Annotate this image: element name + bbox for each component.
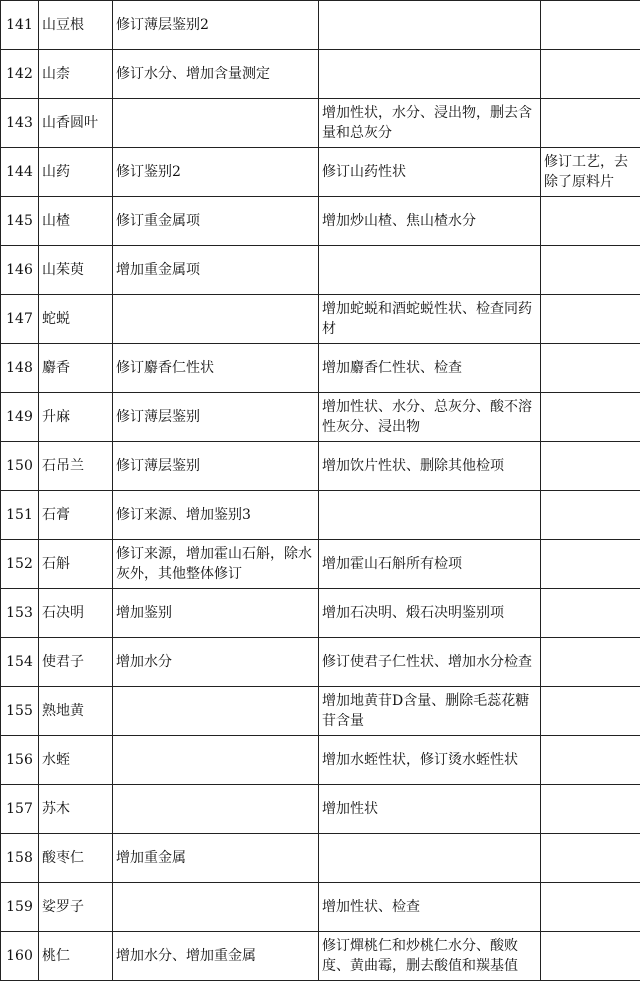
row-number-cell: 149 (1, 393, 39, 442)
revision-cell-a: 修订来源，增加霍山石斛，除水灰外，其他整体修订 (113, 540, 319, 589)
revision-cell-b (319, 1, 541, 50)
revision-cell-c (541, 197, 640, 246)
revision-cell-a (113, 883, 319, 932)
revision-cell-b: 增加蛇蜕和酒蛇蜕性状、检查同药材 (319, 295, 541, 344)
table-row (1, 442, 640, 491)
revision-cell-a: 修订麝香仁性状 (113, 344, 319, 393)
revision-cell-a: 增加鉴别 (113, 589, 319, 638)
herb-name-cell: 酸枣仁 (39, 834, 113, 883)
revision-cell-b: 增加性状、检查 (319, 883, 541, 932)
herb-name-cell: 山茱萸 (39, 246, 113, 295)
revision-cell-a: 修订薄层鉴别 (113, 442, 319, 491)
table-row (1, 148, 640, 197)
herb-name-cell: 升麻 (39, 393, 113, 442)
revision-cell-b: 增加地黄苷D含量、删除毛蕊花糖苷含量 (319, 687, 541, 736)
table-row (1, 883, 640, 932)
table-body (1, 1, 640, 981)
row-number-cell: 158 (1, 834, 39, 883)
revision-cell-c (541, 246, 640, 295)
herb-name-cell: 石决明 (39, 589, 113, 638)
herb-name-cell: 山香圆叶 (39, 99, 113, 148)
table-row (1, 197, 640, 246)
table-row (1, 834, 640, 883)
revision-cell-b: 修订燀桃仁和炒桃仁水分、酸败度、黄曲霉，删去酸值和羰基值 (319, 932, 541, 981)
herb-name-cell: 石斛 (39, 540, 113, 589)
herb-name-cell: 熟地黄 (39, 687, 113, 736)
revision-cell-c (541, 491, 640, 540)
herb-name-cell: 桃仁 (39, 932, 113, 981)
revision-cell-c (541, 50, 640, 99)
revision-cell-b (319, 834, 541, 883)
revision-cell-b: 增加饮片性状、删除其他检项 (319, 442, 541, 491)
herb-name-cell: 山药 (39, 148, 113, 197)
row-number-cell: 157 (1, 785, 39, 834)
revision-cell-c (541, 540, 640, 589)
herb-name-cell: 蛇蜕 (39, 295, 113, 344)
revision-cell-a: 增加水分 (113, 638, 319, 687)
row-number-cell: 151 (1, 491, 39, 540)
row-number-cell: 143 (1, 99, 39, 148)
revision-cell-c (541, 883, 640, 932)
table-row (1, 393, 640, 442)
revision-cell-b (319, 246, 541, 295)
revision-cell-c (541, 932, 640, 981)
herb-name-cell: 山豆根 (39, 1, 113, 50)
herb-name-cell: 麝香 (39, 344, 113, 393)
table-row (1, 736, 640, 785)
revision-cell-b: 增加麝香仁性状、检查 (319, 344, 541, 393)
herb-name-cell: 山楂 (39, 197, 113, 246)
herb-name-cell: 山柰 (39, 50, 113, 99)
table-row (1, 687, 640, 736)
table-row (1, 99, 640, 148)
row-number-cell: 155 (1, 687, 39, 736)
revision-cell-c (541, 589, 640, 638)
herb-name-cell: 石吊兰 (39, 442, 113, 491)
revision-cell-c (541, 785, 640, 834)
herb-name-cell: 水蛭 (39, 736, 113, 785)
table-row (1, 638, 640, 687)
revision-cell-b (319, 491, 541, 540)
row-number-cell: 147 (1, 295, 39, 344)
row-number-cell: 141 (1, 1, 39, 50)
revision-cell-c (541, 834, 640, 883)
table-row (1, 932, 640, 981)
revision-cell-c (541, 687, 640, 736)
row-number-cell: 152 (1, 540, 39, 589)
revision-cell-c (541, 1, 640, 50)
row-number-cell: 148 (1, 344, 39, 393)
table-row (1, 589, 640, 638)
revision-cell-c (541, 344, 640, 393)
revision-cell-c (541, 442, 640, 491)
revision-cell-a (113, 736, 319, 785)
row-number-cell: 154 (1, 638, 39, 687)
table-row (1, 491, 640, 540)
row-number-cell: 160 (1, 932, 39, 981)
revision-cell-a: 增加重金属 (113, 834, 319, 883)
revision-cell-b: 增加性状 (319, 785, 541, 834)
revision-cell-b: 增加水蛭性状，修订烫水蛭性状 (319, 736, 541, 785)
revision-cell-c (541, 393, 640, 442)
revision-cell-a: 修订重金属项 (113, 197, 319, 246)
revision-cell-c: 修订工艺，去除了原料片 (541, 148, 640, 197)
revision-cell-b: 增加性状，水分、浸出物，删去含量和总灰分 (319, 99, 541, 148)
revision-cell-b: 修订使君子仁性状、增加水分检查 (319, 638, 541, 687)
table-row (1, 246, 640, 295)
revision-cell-a (113, 99, 319, 148)
revision-cell-a: 修订水分、增加含量测定 (113, 50, 319, 99)
table-row (1, 1, 640, 50)
revision-cell-b: 增加霍山石斛所有检项 (319, 540, 541, 589)
herb-name-cell: 石膏 (39, 491, 113, 540)
herb-name-cell: 娑罗子 (39, 883, 113, 932)
revision-cell-a: 增加重金属项 (113, 246, 319, 295)
revision-cell-c (541, 638, 640, 687)
revision-cell-a: 修订鉴别2 (113, 148, 319, 197)
revision-cell-a: 增加水分、增加重金属 (113, 932, 319, 981)
revision-cell-b: 增加石决明、煅石决明鉴别项 (319, 589, 541, 638)
row-number-cell: 153 (1, 589, 39, 638)
herb-name-cell: 使君子 (39, 638, 113, 687)
table-row (1, 50, 640, 99)
revision-cell-a: 修订来源、增加鉴别3 (113, 491, 319, 540)
revision-cell-a: 修订薄层鉴别 (113, 393, 319, 442)
revision-cell-a (113, 687, 319, 736)
revision-cell-a: 修订薄层鉴别2 (113, 1, 319, 50)
row-number-cell: 146 (1, 246, 39, 295)
row-number-cell: 159 (1, 883, 39, 932)
revision-cell-a (113, 295, 319, 344)
revision-cell-c (541, 99, 640, 148)
revision-cell-c (541, 736, 640, 785)
table-row (1, 785, 640, 834)
table-row (1, 295, 640, 344)
table-row (1, 344, 640, 393)
revision-cell-c (541, 295, 640, 344)
revision-cell-b: 修订山药性状 (319, 148, 541, 197)
herb-name-cell: 苏木 (39, 785, 113, 834)
table-row (1, 540, 640, 589)
revision-cell-b (319, 50, 541, 99)
revision-cell-b: 增加性状、水分、总灰分、酸不溶性灰分、浸出物 (319, 393, 541, 442)
row-number-cell: 144 (1, 148, 39, 197)
row-number-cell: 150 (1, 442, 39, 491)
row-number-cell: 156 (1, 736, 39, 785)
row-number-cell: 145 (1, 197, 39, 246)
row-number-cell: 142 (1, 50, 39, 99)
revision-cell-b: 增加炒山楂、焦山楂水分 (319, 197, 541, 246)
revision-cell-a (113, 785, 319, 834)
